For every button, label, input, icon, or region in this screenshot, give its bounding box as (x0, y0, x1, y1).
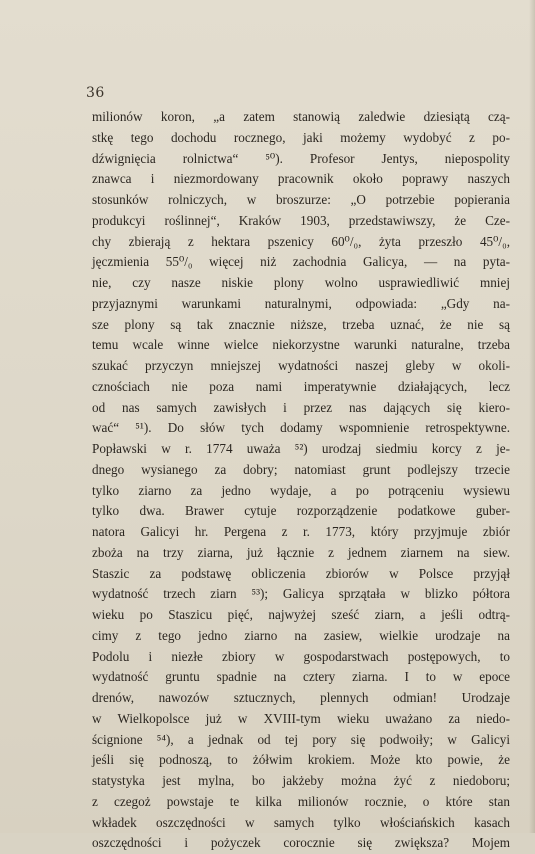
text-line: tylko dwa. Brawer cytuje rozporządzenie podatkowe guber- (92, 503, 510, 519)
page-number: 36 (86, 85, 105, 101)
text-line: wać“ ⁵¹). Do słów tych dodamy wspomnienie retrospektywne. (92, 420, 510, 436)
text-line: nie, czy nasze niskie plony wolno usprawiedliwić mniej (92, 275, 510, 290)
text-line: szukać przyczyn mniejszej wydatności naszej gleby w okoli- (92, 358, 510, 373)
page-edge-shadow (529, 0, 535, 833)
text-line: wkładek oszczędności w samych tylko włościańskich kasach (92, 814, 510, 830)
text-line: wydatność trzech ziarn ⁵³); Galicya sprzątała w blizko półtora (92, 586, 510, 602)
text-line: statystyka jest mylna, bo jakżeby można żyć z niedoboru; (92, 773, 510, 788)
text-line: wieku po Staszicu pięć, najwyżej sześć ziarn, a jeśli odtrą- (92, 607, 510, 622)
text-line: dnego wysianego za dobry; natomiast grunt podlejszy trzecie (92, 461, 510, 477)
text-line: stosunków rolniczych, w broszurze: „O potrzebie popierania (92, 192, 510, 207)
text-line: dźwignięcia rolnictwa“ ⁵⁰). Profesor Jentys, niepospolity (92, 150, 510, 166)
text-line: natora Galicyi hr. Pergena z r. 1773, który przyjmuje zbiór (92, 524, 510, 539)
text-line: w Wielkopolsce już w XVIII-tym wieku uważano za niedo- (92, 710, 510, 726)
text-line: wydatność gruntu spadnie na cztery ziarna. I to w epoce (92, 669, 510, 685)
text-line: jeśli się podnoszą, to żółwim krokiem. Może kto powie, że (92, 752, 510, 768)
text-line: Staszic za podstawę obliczenia zbiorów w Polsce przyjął (92, 565, 510, 581)
text-line: milionów koron, „a zatem stanowią zaledwie dziesiątą czą- (92, 109, 510, 124)
text-line: drenów, nawozów sztucznych, plennych odmian! Urodzaje (92, 690, 510, 705)
text-line: od nas samych zawisłych i przez nas dających się kiero- (92, 399, 510, 415)
text-line: Popławski w r. 1774 uważa ⁵²) urodzaj siedmiu korcy z je- (92, 441, 510, 456)
text-line: tylko ziarno za jedno wydaje, a po potrąceniu wysiewu (92, 482, 510, 498)
text-line: cznościach nie poza nami imperatywnie działających, lecz (92, 378, 510, 394)
text-line: oszczędności i pożyczek corocznie się zwiększa? Mojem (92, 835, 510, 851)
text-line: produkcyi roślinnej“, Kraków 1903, przedstawiwszy, że Cze- (92, 212, 510, 228)
text-line: chy zbierają z hektara pszenicy 60⁰/₀, żyta przeszło 45⁰/₀, (92, 233, 510, 249)
text-line: cimy z tego jedno ziarno na zasiew, wielkie urodzaje na (92, 627, 510, 643)
text-line: ścignione ⁵⁴), a jednak od tej pory się podwoiły; w Galicyi (92, 731, 510, 747)
text-line: stkę tego dochodu rocznego, jaki możemy wydobyć z po- (92, 129, 510, 145)
text-line: jęczmienia 55⁰/₀ więcej niż zachodnia Galicya, — na pyta- (92, 254, 510, 270)
body-text (92, 107, 510, 854)
text-line: przyjaznymi warunkami naturalnymi, odpowiada: „Gdy na- (92, 295, 510, 311)
text-line: znawca i niezmordowany pracownik około poprawy naszych (92, 171, 510, 187)
text-line: zboża na trzy ziarna, już łącznie z jednem ziarnem na siew. (92, 544, 510, 560)
text-line: z czegoż powstaje te kilka milionów rocznie, o które stan (92, 793, 510, 809)
text-line: sze plony są tak znacznie niższe, trzeba uznać, że nie są (92, 316, 510, 332)
text-line: temu wcale winne wielce niekorzystne warunki naturalne, trzeba (92, 337, 510, 353)
text-line: Podolu i niezłe zbiory w gospodarstwach postępowych, to (92, 648, 510, 664)
